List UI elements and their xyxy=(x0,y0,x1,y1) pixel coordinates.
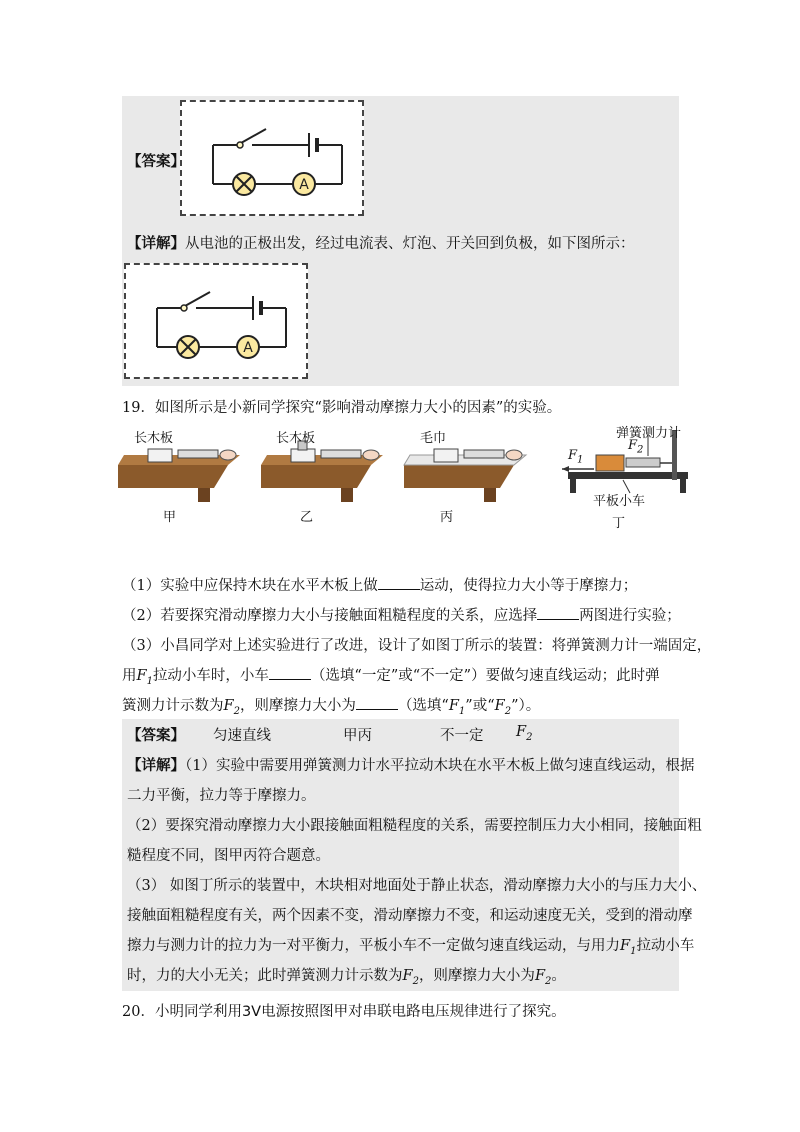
label-yi: 乙 xyxy=(300,510,314,525)
lamp-icon xyxy=(233,173,255,195)
q19-answer-2: 甲丙 xyxy=(343,728,372,744)
q19-explain-3b: 接触面粗糙程度有关，两个因素不变，滑动摩擦力不变，和运动速度无关，受到的滑动摩 xyxy=(127,908,693,924)
label-ding: 丁 xyxy=(612,516,626,531)
q19-explain-3c: 擦力与测力计的拉力为一对平衡力，平板小车不一定做匀速直线运动，与用力$F_1$拉动小车 xyxy=(127,938,695,957)
q19-part3-line3: 簧测力计示数为$F_2$，则摩擦力大小为 （选填“$F_1$”或“$F_2$”）。 xyxy=(122,694,540,717)
q19-answer-4: $F_2$ xyxy=(516,724,533,743)
blank-1 xyxy=(378,575,420,590)
label-spring-scale: 弹簧测力计 xyxy=(616,426,682,441)
blank-3 xyxy=(269,665,311,680)
ammeter-icon xyxy=(293,173,315,195)
q19-part2: （2）若要探究滑动摩擦力大小与接触面粗糙程度的关系，应选择 两图进行实验； xyxy=(122,604,681,625)
q19-answer-label: 【答案】 xyxy=(127,727,185,744)
label-bing: 丙 xyxy=(440,510,454,525)
q19-explain-3d: 时，力的大小无关；此时弹簧测力计示数为$F_2$，则摩擦力大小为$F_2$。 xyxy=(127,968,566,987)
answer-label: 【答案】 xyxy=(127,153,185,170)
label-f2: $F_2$ xyxy=(628,438,644,456)
q19-explain-3a: （3） 如图丁所示的装置中，木块相对地面处于静止状态，滑动摩擦力大小的与压力大小、 xyxy=(127,878,707,894)
label-bing-towel: 毛巾 xyxy=(420,431,447,446)
q20-stem: 20．小明同学利用3V电源按照图甲对串联电路电压规律进行了探究。 xyxy=(122,1004,566,1020)
label-jia-board: 长木板 xyxy=(134,431,174,446)
switch-icon xyxy=(241,129,266,143)
table-jia xyxy=(118,449,240,502)
blank-2 xyxy=(537,605,579,620)
table-yi xyxy=(261,441,383,502)
q19-stem: 19．如图所示是小新同学探究“影响滑动摩擦力大小的因素”的实验。 xyxy=(122,400,562,416)
blank-4 xyxy=(356,695,398,710)
q19-figures xyxy=(118,420,698,530)
q19-answer-3: 不一定 xyxy=(440,728,484,744)
label-f1: $F_1$ xyxy=(568,448,584,466)
label-cart: 平板小车 xyxy=(593,494,646,509)
explain-text: 从电池的正极出发，经过电流表、灯泡、开关回到负极，如下图所示： xyxy=(185,236,635,252)
q19-explain-2b: 糙程度不同，图甲丙符合题意。 xyxy=(127,848,330,864)
label-jia: 甲 xyxy=(163,510,177,525)
q19-explain-1b: 二力平衡，拉力等于摩擦力。 xyxy=(127,788,316,804)
q19-explain-1a: 【详解】（1）实验中需要用弹簧测力计水平拉动木块在水平木板上做匀速直线运动，根据 xyxy=(127,757,695,774)
q19-part1: （1）实验中应保持木块在水平木板上做 运动，使得拉力大小等于摩擦力； xyxy=(122,574,637,595)
q19-answer-1: 匀速直线 xyxy=(213,728,271,744)
explain-circuit-diagram xyxy=(124,263,308,379)
q19-part3-line2: 用$F_1$拉动小车时，小车 （选填“一定”或“不一定”）要做匀速直线运动；此时弹 xyxy=(122,664,660,687)
explain-label: 【详解】 xyxy=(127,235,185,252)
q19-explain-2a: （2）要探究滑动摩擦力大小跟接触面粗糙程度的关系，需要控制压力大小相同，接触面粗 xyxy=(127,818,702,834)
label-yi-board: 长木板 xyxy=(276,431,316,446)
answer-circuit-diagram xyxy=(180,100,364,216)
svg-text:A: A xyxy=(243,340,253,356)
q19-part3-line1: （3）小昌同学对上述实验进行了改进，设计了如图丁所示的装置：将弹簧测力计一端固定， xyxy=(122,638,712,654)
table-bing xyxy=(404,449,526,502)
explain-line xyxy=(127,232,635,253)
svg-text:A: A xyxy=(299,177,309,193)
